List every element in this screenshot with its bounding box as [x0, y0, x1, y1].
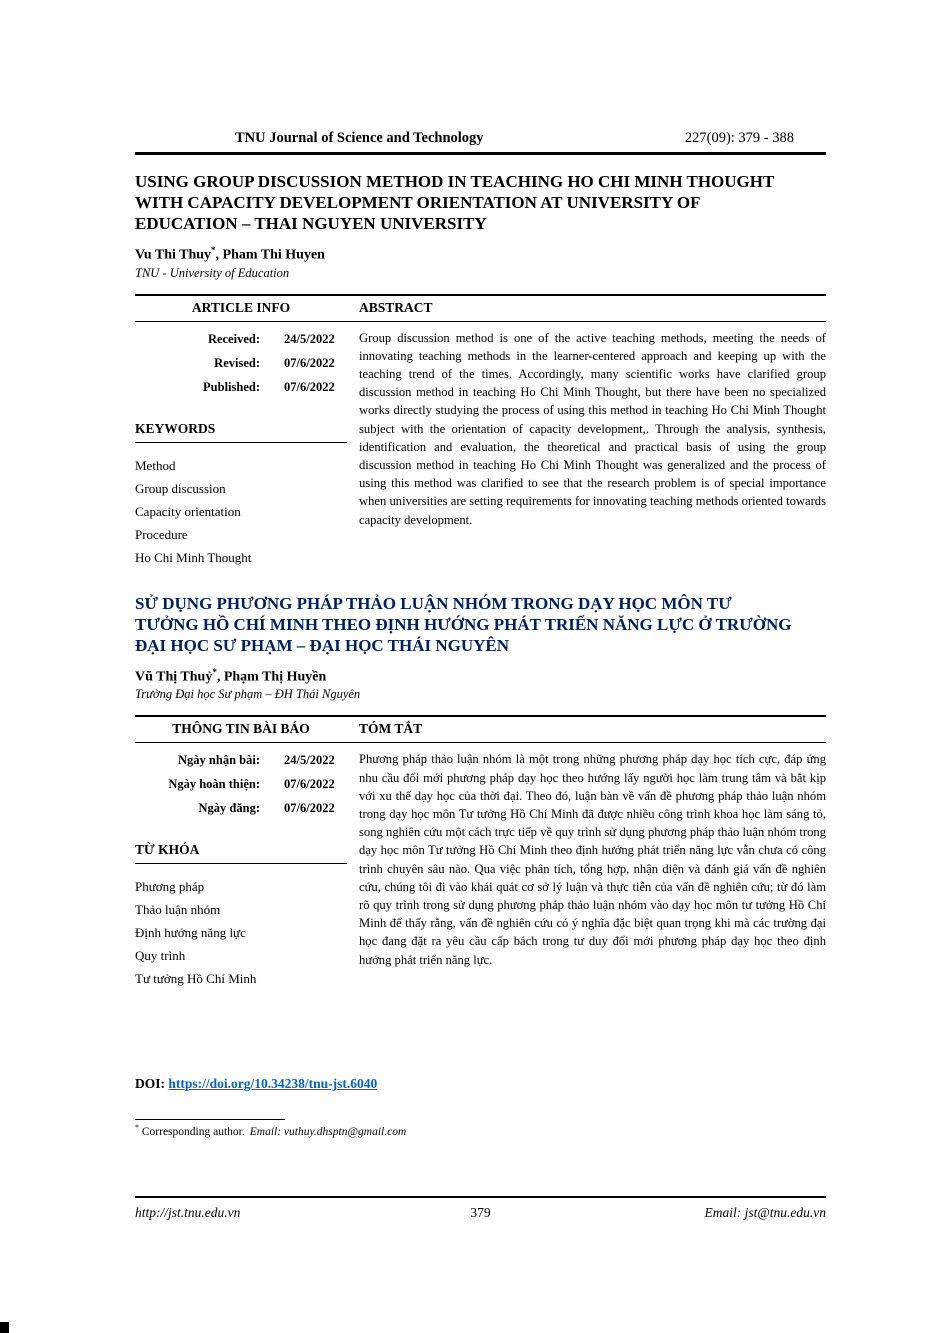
article-info-table-vietnamese — [135, 715, 826, 990]
published-label: Published: — [203, 379, 260, 394]
footnote-marker: * — [135, 1123, 139, 1133]
received-date: 24/5/2022 — [284, 753, 335, 768]
page-footer — [135, 1196, 826, 1221]
page-number: 379 — [470, 1205, 491, 1220]
running-head — [135, 130, 826, 155]
keyword-item: Thảo luận nhóm — [135, 902, 221, 918]
article-dates — [135, 329, 347, 395]
keywords-list — [135, 875, 347, 990]
keywords-list — [135, 454, 347, 569]
abstract-text-english: Group discussion method is one of the active teaching methods, meeting the needs of innovating teaching methods in the learner-centered approach and keeping up with the teaching trend of the times. Accordingly, many scientific works have clarified group discussion method in teaching Ho Chi Minh Thought, but there have been no specialized works directly studying the process of using this method in teaching Ho Chi Minh Thought subject with the orientation of capacity development,. Through the analysis, synthesis, identification and evaluation, the theoretical and practical basis of using the group discussion method in teaching Ho Chi Minh Thought was generalized and the process of using this method was clarified to see that the research problem is of special importance when universities are setting requirements for innovating teaching methods oriented towards capacity development. — [359, 330, 826, 527]
corresponding-author-marker: * — [212, 666, 217, 677]
abstract-column — [359, 750, 826, 990]
article-info-column — [135, 329, 347, 569]
author-name: Vũ Thị Thuỷ — [135, 669, 213, 685]
corresponding-author-email: Email: vuthuy.dhsptn@gmail.com — [249, 1126, 407, 1139]
published-date: 07/6/2022 — [284, 379, 335, 394]
abstract-text-vietnamese: Phương pháp thảo luận nhóm là một trong những phương pháp dạy học tích cực, đáp ứng nhu cầu đổi mới phương pháp dạy học theo hướng lấy người học làm trung tâm và bắt kịp với xu thế dạy học của thời đại. Theo đó, luận bàn về vấn đề phương pháp thảo luận nhóm trong dạy học môn Tư tưởng Hồ Chí Minh đã được nhiều công trình khoa học làm sáng tỏ, song nghiên cứu một cách trực tiếp về quy trình sử dụng phương pháp thảo luận nhóm trong dạy học môn Tư tưởng Hồ Chí Minh theo định hướng phát triển năng lực vẫn chưa có công trình chuyên sâu nào. Qua việc phân tích, tổng hợp, nhận diện và đánh giá vấn đề nghiên cứu, chúng tôi đi vào khái quát cơ sở lý luận và thực tiễn của vấn đề nghiên cứu; từ đó làm rõ quy trình trong sử dụng phương pháp thảo luận nhóm vào dạy học môn tư tưởng Hồ Chí Minh để thấy rằng, vấn đề nghiên cứu có ý nghĩa đặc biệt quan trọng khi mà các trường đại học đang đặt ra yêu cầu cấp bách trong tư duy đổi mới phương pháp dạy học theo định hướng phát triển năng lực. — [359, 752, 826, 967]
article-title-english: USING GROUP DISCUSSION METHOD IN TEACHING HO CHI MINH THOUGHT WITH CAPACITY DEVELOPMENT ORIENTATION AT UNIVERSITY OF EDUCATION – THAI NGUYEN UNIVERSITY — [135, 172, 775, 233]
received-label: Ngày nhận bài: — [178, 753, 260, 768]
revised-label: Revised: — [214, 355, 260, 370]
author-name-rest: , Pham Thi Huyen — [215, 247, 325, 263]
keyword-item: Ho Chi Minh Thought — [135, 549, 252, 565]
published-label: Ngày đăng: — [198, 801, 260, 816]
keyword-item: Capacity orientation — [135, 503, 241, 519]
revised-date: 07/6/2022 — [284, 355, 335, 370]
received-date: 24/5/2022 — [284, 331, 335, 346]
info-table-body — [135, 322, 826, 569]
authors-vietnamese — [135, 667, 826, 686]
doi-link[interactable]: https://doi.org/10.34238/tnu-jst.6040 — [168, 1076, 378, 1092]
journal-issue-pages: 227(09): 379 - 388 — [684, 130, 794, 146]
journal-email: Email: jst@tnu.edu.vn — [704, 1205, 826, 1220]
keyword-item: Quy trình — [135, 948, 186, 964]
author-name-rest: , Phạm Thị Huyền — [216, 669, 327, 685]
author-name: Vu Thi Thuy — [135, 247, 212, 263]
article-dates — [135, 750, 347, 816]
info-table-header-row — [135, 296, 826, 322]
keyword-item: Tư tưởng Hồ Chí Minh — [135, 971, 257, 987]
article-info-heading: ARTICLE INFO — [191, 299, 291, 315]
doi-label: DOI: — [135, 1076, 165, 1092]
published-date: 07/6/2022 — [284, 801, 335, 816]
footnote-text: Corresponding author. — [139, 1126, 245, 1139]
article-info-heading: THÔNG TIN BÀI BÁO — [172, 721, 310, 737]
revised-label: Ngày hoàn thiện: — [168, 777, 260, 792]
keyword-item: Procedure — [135, 526, 188, 542]
keyword-item: Định hướng năng lực — [135, 925, 246, 941]
article-title-vietnamese: SỬ DỤNG PHƯƠNG PHÁP THẢO LUẬN NHÓM TRONG DẠY HỌC MÔN TƯ TƯỞNG HỒ CHÍ MINH THEO ĐỊNH HƯỚNG PHÁT TRIỂN NĂNG LỰC Ở TRƯỜNG ĐẠI HỌC SƯ PHẠM – ĐẠI HỌC THÁI NGUYÊN — [135, 593, 792, 655]
article-info-table-english — [135, 294, 826, 569]
revised-date: 07/6/2022 — [284, 777, 335, 792]
page-content — [135, 0, 826, 1138]
keywords-heading: TỪ KHÓA — [135, 842, 347, 864]
journal-website-url: http://jst.tnu.edu.vn — [135, 1205, 241, 1220]
keyword-item: Group discussion — [135, 480, 226, 496]
doi-line — [135, 1076, 826, 1092]
keyword-item: Phương pháp — [135, 879, 205, 895]
abstract-column — [359, 329, 826, 569]
keyword-item: Method — [135, 457, 176, 473]
affiliation-vietnamese: Trường Đại học Sư phạm – ĐH Thái Nguyên — [135, 687, 361, 702]
info-table-body — [135, 743, 826, 990]
scan-corner-artifact — [0, 1322, 9, 1333]
abstract-heading: ABSTRACT — [359, 299, 433, 315]
keywords-heading: KEYWORDS — [135, 421, 347, 443]
info-table-header-row — [135, 717, 826, 743]
affiliation-english: TNU - University of Education — [135, 265, 290, 280]
authors-english — [135, 245, 826, 264]
article-info-column — [135, 750, 347, 990]
received-label: Received: — [207, 331, 260, 346]
corresponding-author-marker: * — [211, 245, 216, 255]
journal-title: TNU Journal of Science and Technology — [235, 130, 484, 146]
abstract-heading: TÓM TẮT — [359, 721, 423, 737]
footnote-divider — [135, 1119, 285, 1120]
corresponding-author-footnote — [135, 1123, 826, 1138]
